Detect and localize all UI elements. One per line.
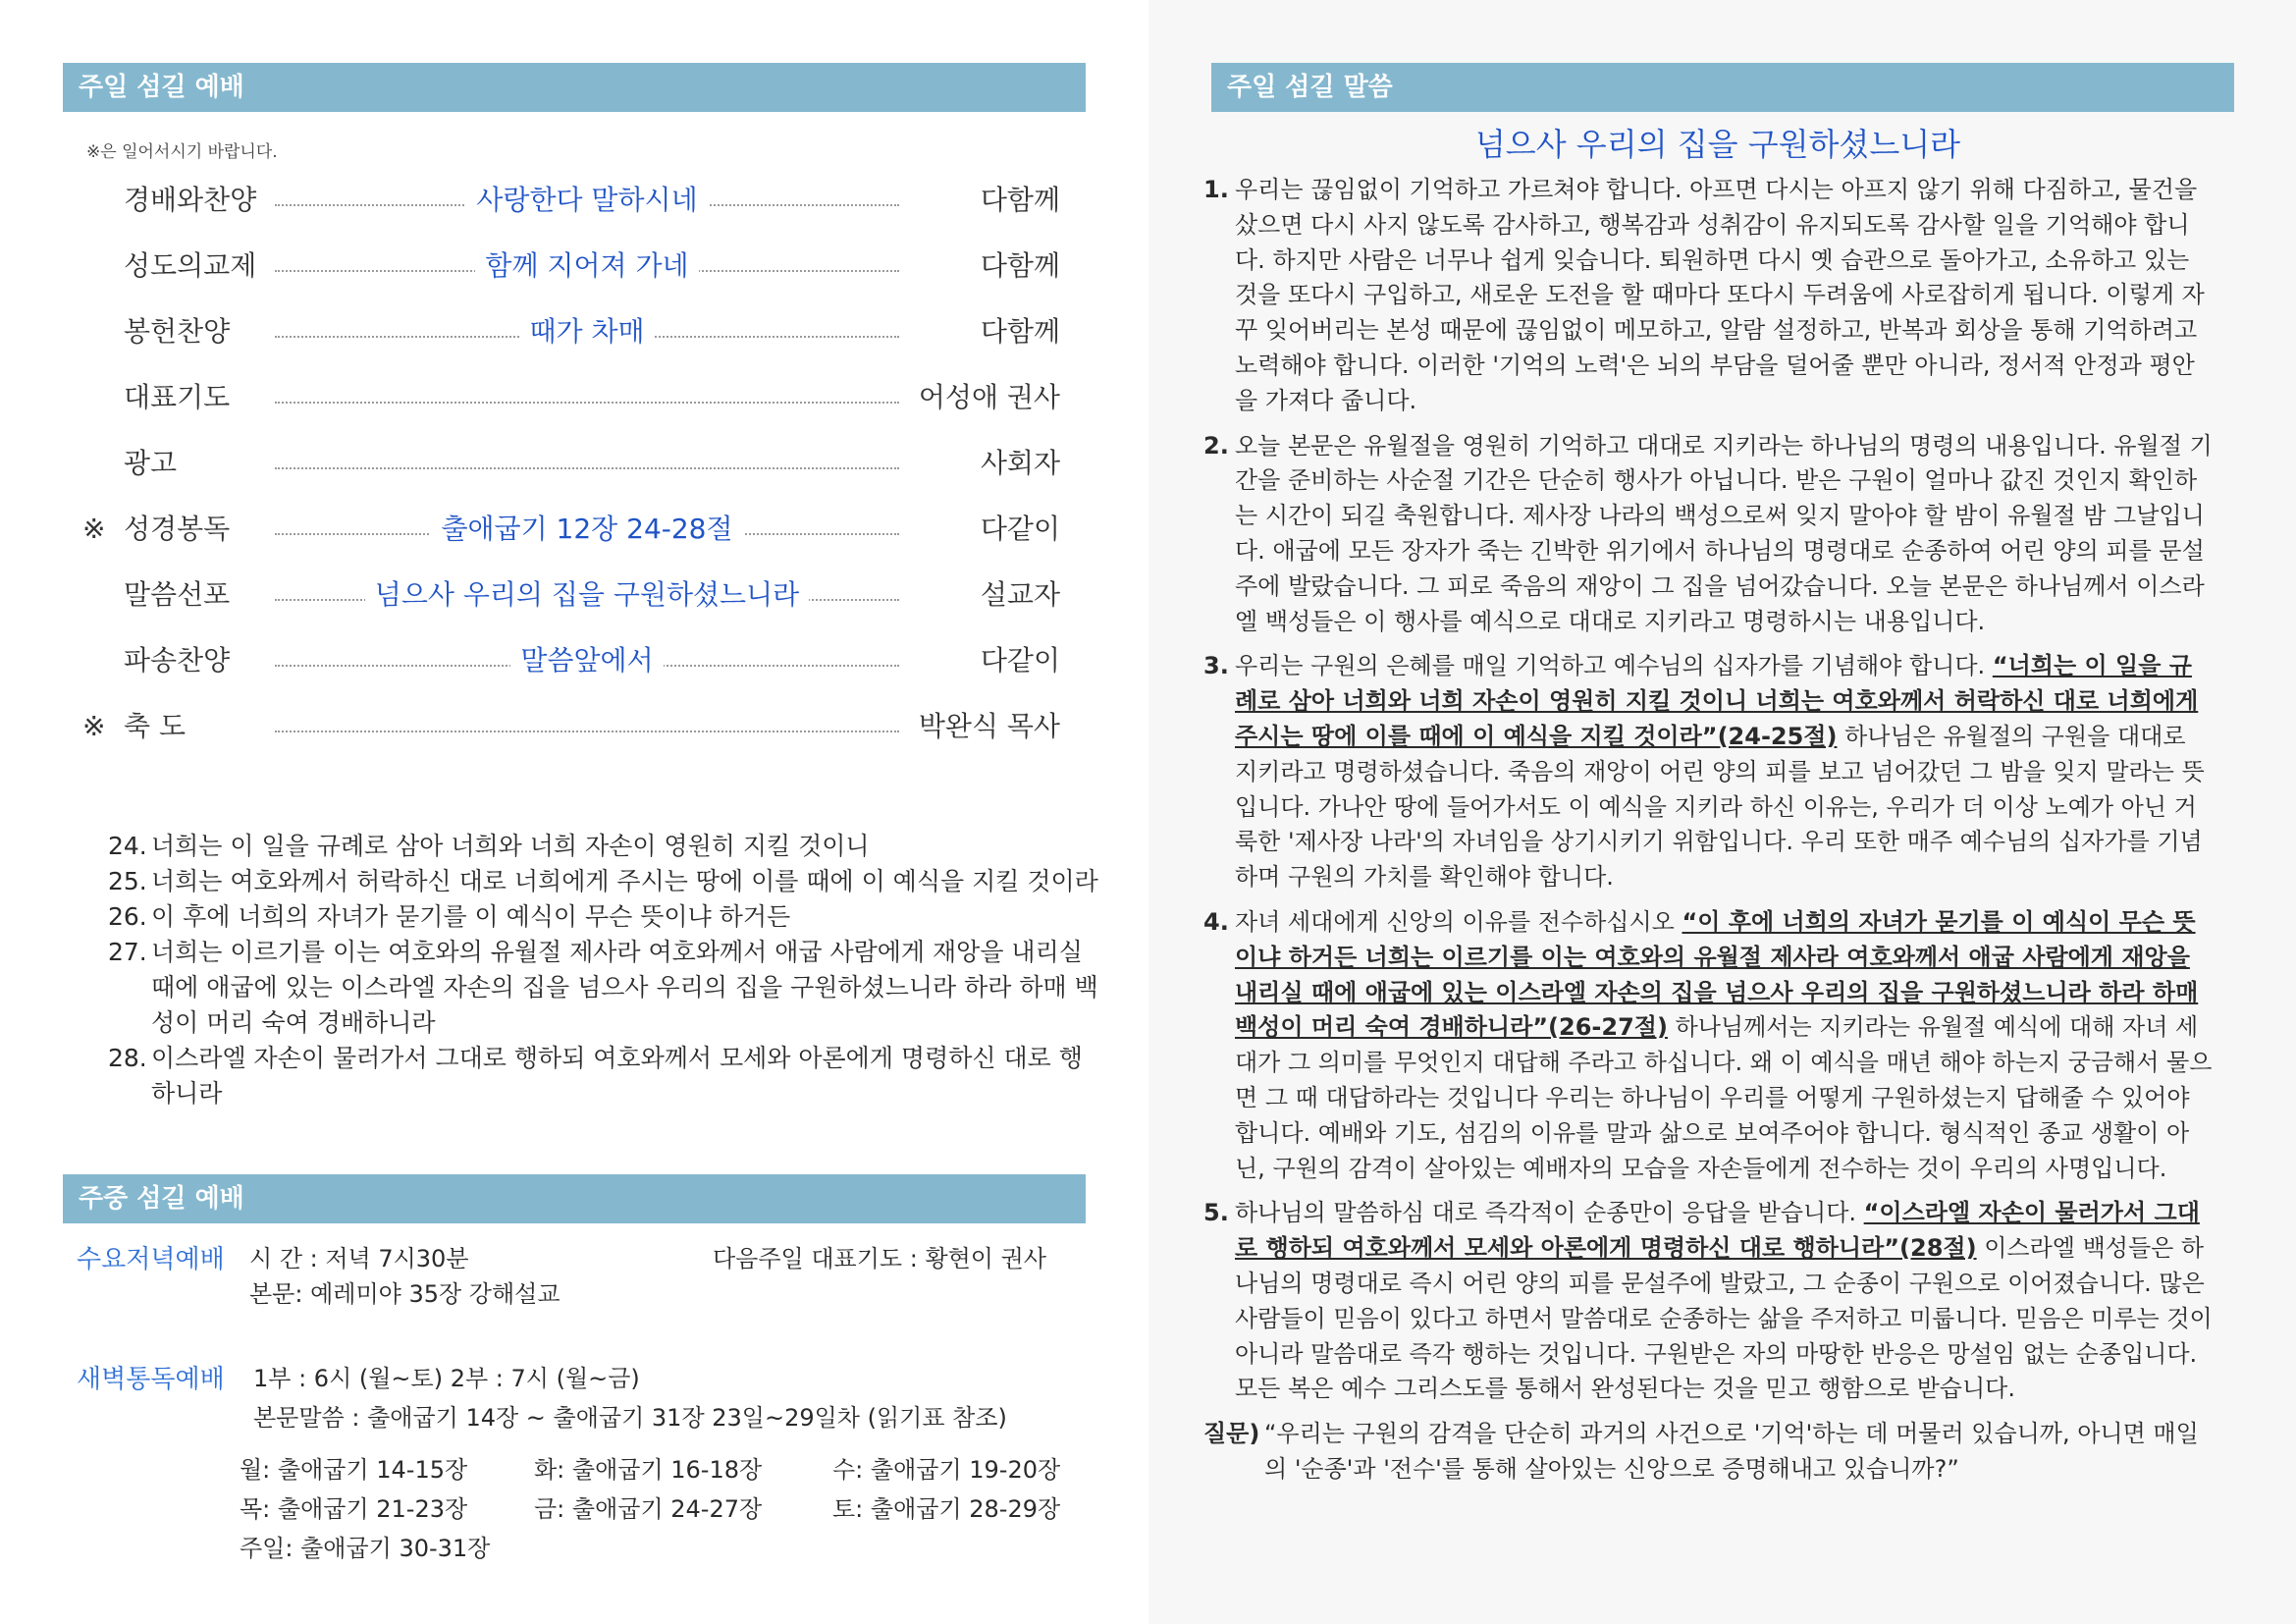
order-title-text: 함께 지어져 가네 <box>475 249 698 282</box>
scripture-quote: “너희는 이 일을 규례로 삼아 너희와 너희 자손이 영원히 지킬 것이니 너희는 여호와께서 허락하신 대로 너희에게 주시는 땅에 이를 때에 이 예식을 지킬 것이라”(24-25절) <box>1235 652 2199 750</box>
sunday-worship-header: 주일 섬길 예배 <box>63 63 1086 112</box>
verse-item <box>108 829 1099 864</box>
order-row <box>79 707 1060 746</box>
verse-number: 28. <box>108 1044 147 1072</box>
order-role: 다같이 <box>980 644 1060 677</box>
weekday-worship-header: 주중 섬길 예배 <box>63 1174 1086 1223</box>
order-label: 축 도 <box>124 710 186 742</box>
schedule-day: 월: 출애굽기 14-15장 <box>240 1456 468 1484</box>
order-title-text: 때가 차매 <box>519 315 654 348</box>
schedule-day: 금: 출애굽기 24-27장 <box>534 1495 763 1523</box>
order-row <box>79 444 1060 483</box>
point-text <box>1235 649 2215 895</box>
wednesday-time: 시 간 : 저녁 7시30분 <box>249 1245 469 1272</box>
sermon-point <box>1203 1196 2215 1407</box>
point-body: 우리는 끊임없이 기억하고 가르쳐야 합니다. 아프면 다시는 아프지 않기 위해 다짐하고, 물건을 샀으면 다시 사지 않도록 감사하고, 행복감과 성취감이 유지되도록 감사할 일을 기억해야 합니다. 하지만 사람은 너무나 쉽게 잊습니다. 퇴원하면 다시 옛 습관으로 돌아가고, 소유하고 있는 것을 또다시 구입하고, 새로운 도전을 할 때마다 또다시 두려움에 사로잡히게 됩니다. 이렇게 자꾸 잊어버리는 본성 때문에 끊임없이 메모하고, 알람 설정하고, 반복과 회상을 통해 기억하려고 노력해야 합니다. 이러한 '기억의 노력'은 뇌의 부담을 덜어줄 뿐만 아니라, 정서적 안정과 평안을 가져다 줍니다. <box>1235 176 2205 414</box>
order-title-text: 출애굽기 12장 24-28절 <box>431 513 742 545</box>
point-body: 오늘 본문은 유월절을 영원히 기억하고 대대로 지키라는 하나님의 명령의 내용입니다. 유월절 기간을 준비하는 사순절 기간은 단순히 행사가 아닙니다. 받은 구원이 얼마나 값진 것인지 확인하는 시간이 되길 축원합니다. 제사장 나라의 백성으로써 잊지 말아야 할 밤이 유월절 밤 그날입니다. 애굽에 모든 장자가 죽는 긴박한 위기에서 하나님의 명령대로 순종하여 어린 양의 피를 문설주에 발랐습니다. 그 피로 죽음의 재앙이 그 집을 넘어갔습니다. 오늘 본문은 하나님께서 이스라엘 백성들은 이 행사를 예식으로 대대로 지키라고 명령하시는 내용입니다. <box>1235 431 2213 635</box>
schedule-day: 토: 출애굽기 28-29장 <box>832 1495 1061 1523</box>
order-role: 박완식 목사 <box>918 710 1060 742</box>
dotted-leader <box>275 731 899 732</box>
order-label: 경배와찬양 <box>124 184 257 216</box>
sermon-title: 넘으사 우리의 집을 구원하셨느니라 <box>1474 126 1961 163</box>
order-title <box>275 246 899 286</box>
dotted-leader <box>275 402 899 404</box>
verse-text: 이스라엘 자손이 물러가서 그대로 행하되 여호와께서 모세와 아론에게 명령하신 대로 행하니라 <box>151 1044 1083 1108</box>
schedule-day: 수: 출애굽기 19-20장 <box>832 1456 1061 1484</box>
dawn-times: 1부 : 6시 (월~토) 2부 : 7시 (월~금) <box>253 1365 640 1392</box>
point-body: 하나님께서는 지키라는 유월절 예식에 대해 자녀 세대가 그 의미를 무엇인지 대답해 주라고 하십니다. 왜 이 예식을 매년 해야 하는지 궁금해서 물으면 그 때 대답하라는 것입니다 우리는 하나님이 우리를 어떻게 구원하셨는지 답해줄 수 있어야 합니다. 예배와 기도, 섬김의 이유를 말과 삶으로 보여주어야 합니다. 형식적인 종교 생활이 아닌, 구원의 감격이 살아있는 예배자의 모습을 자손들에게 전수하는 것이 우리의 사명입니다. <box>1235 1013 2213 1182</box>
verse-number: 27. <box>108 938 147 966</box>
point-text <box>1235 173 2215 419</box>
scripture-quote: “이 후에 너희의 자녀가 묻기를 이 예식이 무슨 뜻이냐 하거든 너희는 이르기를 이는 여호와의 유월절 제사라 여호와께서 애굽 사람에게 재앙을 내리실 때에 애굽에 있는 이스라엘 자손의 집을 넘으사 우리의 집을 구원하셨느니라 하라 하매 백성이 머리 숙여 경배하니라”(26-27절) <box>1235 907 2199 1042</box>
schedule-day: 주일: 출애굽기 30-31장 <box>240 1535 491 1562</box>
schedule-day: 목: 출애굽기 21-23장 <box>240 1495 468 1523</box>
order-title <box>275 181 899 220</box>
order-label: 말씀선포 <box>124 578 231 611</box>
order-row <box>79 641 1060 680</box>
order-label: 광고 <box>124 447 178 479</box>
order-title <box>275 575 899 615</box>
point-number: 3. <box>1203 652 1229 680</box>
stand-mark: ※ <box>82 513 106 545</box>
sermon-point <box>1203 429 2215 640</box>
order-label: 파송찬양 <box>124 644 231 677</box>
point-body: 하나님의 말씀하심 대로 즉각적이 순종만이 응답을 받습니다. <box>1235 1199 1864 1227</box>
sermon-header: 주일 섬길 말씀 <box>1211 63 2234 112</box>
order-label: 대표기도 <box>124 381 231 413</box>
point-body: 하나님은 유월절의 구원을 대대로 지키라고 명령하셨습니다. 죽음의 재앙이 어린 양의 피를 보고 넘어갔던 그 밤을 잊지 말라는 뜻입니다. 가나안 땅에 들어가서도 이 예식을 지키라 하신 이유는, 우리가 더 이상 노예가 아닌 거룩한 '제사장 나라'의 자녀임을 상기시키기 위함입니다. 우리 또한 매주 예수님의 십자가를 기념하며 구원의 가치를 확인해야 합니다. <box>1235 722 2205 892</box>
order-row <box>79 378 1060 417</box>
point-body: 자녀 세대에게 신앙의 이유를 전수하십시오 <box>1235 907 1682 936</box>
order-row <box>79 246 1060 286</box>
verse-text: 너희는 이 일을 규례로 삼아 너희와 너희 자손이 영원히 지킬 것이니 <box>151 832 870 860</box>
order-role: 다함께 <box>980 249 1060 282</box>
order-role: 어성애 권사 <box>918 381 1060 413</box>
point-text <box>1235 429 2215 640</box>
order-label: 성도의교제 <box>124 249 257 282</box>
verse-text: 너희는 여호와께서 허락하신 대로 너희에게 주시는 땅에 이를 때에 이 예식을 지킬 것이라 <box>151 867 1098 895</box>
wednesday-text: 본문: 예레미야 35장 강해설교 <box>249 1280 561 1308</box>
order-row <box>79 510 1060 549</box>
verse-item <box>108 864 1099 899</box>
question-label: 질문) <box>1203 1420 1260 1448</box>
order-row <box>79 575 1060 615</box>
scripture-verses <box>108 829 1099 1111</box>
order-role: 사회자 <box>980 447 1060 479</box>
dawn-passage: 본문말씀 : 출애굽기 14장 ~ 출애굽기 31장 23일~29일차 (읽기표 참조) <box>253 1404 1007 1432</box>
order-role: 다같이 <box>980 513 1060 545</box>
order-row <box>79 312 1060 352</box>
wednesday-service-label: 수요저녁예배 <box>77 1245 225 1274</box>
discussion-question <box>1203 1417 2215 1488</box>
point-number: 2. <box>1203 431 1229 460</box>
next-prayer: 다음주일 대표기도 : 황현이 권사 <box>713 1245 1046 1272</box>
order-title <box>275 312 899 352</box>
order-row <box>79 181 1060 220</box>
schedule-day: 화: 출애굽기 16-18장 <box>534 1456 763 1484</box>
verse-text: 이 후에 너희의 자녀가 묻기를 이 예식이 무슨 뜻이냐 하거든 <box>151 902 791 931</box>
point-number: 4. <box>1203 907 1229 936</box>
point-text <box>1235 1196 2215 1407</box>
sermon-points <box>1203 173 2215 1497</box>
scripture-quote: “이스라엘 자손이 물러가서 그대로 행하되 여호와께서 모세와 아론에게 명령하신 대로 행하니라”(28절) <box>1235 1199 2200 1263</box>
dotted-leader <box>275 467 899 469</box>
order-role: 다함께 <box>980 315 1060 348</box>
verse-item <box>108 1041 1099 1111</box>
order-title-text: 넘으사 우리의 집을 구원하셨느니라 <box>365 578 809 611</box>
order-role: 설교자 <box>980 578 1060 611</box>
dawn-service-label: 새벽통독예배 <box>77 1365 225 1394</box>
sermon-point <box>1203 173 2215 419</box>
point-body: 우리는 구원의 은혜를 매일 기억하고 예수님의 십자가를 기념해야 합니다. <box>1235 652 1993 680</box>
question-text: “우리는 구원의 감격을 단순히 과거의 사건으로 '기억'하는 데 머물러 있습니까, 아니면 매일의 '순종'과 '전수'를 통해 살아있는 신앙으로 증명해내고 있습니까?” <box>1264 1420 2199 1483</box>
point-number: 1. <box>1203 176 1229 203</box>
order-title <box>275 510 899 549</box>
sermon-point <box>1203 905 2215 1186</box>
order-role: 다함께 <box>980 184 1060 216</box>
verse-number: 24. <box>108 832 147 860</box>
verse-item <box>108 935 1099 1041</box>
order-title <box>275 641 899 680</box>
order-label: 성경봉독 <box>124 513 231 545</box>
point-text <box>1235 905 2215 1186</box>
point-number: 5. <box>1203 1199 1229 1227</box>
verse-text: 너희는 이르기를 이는 여호와의 유월절 제사라 여호와께서 애굽 사람에게 재앙을 내리실 때에 애굽에 있는 이스라엘 자손의 집을 넘으사 우리의 집을 구원하셨느니라 하라 하매 백성이 머리 숙여 경배하니라 <box>151 938 1098 1037</box>
verse-number: 26. <box>108 902 147 931</box>
order-title-text: 말씀앞에서 <box>510 644 663 677</box>
stand-note: ※은 일어서시기 바랍니다. <box>86 142 278 162</box>
order-title-text: 사랑한다 말하시네 <box>466 184 707 216</box>
verse-item <box>108 899 1099 935</box>
verse-number: 25. <box>108 867 147 895</box>
stand-mark: ※ <box>82 710 106 742</box>
order-label: 봉헌찬양 <box>124 315 231 348</box>
point-body: 이스라엘 백성들은 하나님의 명령대로 즉시 어린 양의 피를 문설주에 발랐고, 그 순종이 구원으로 이어졌습니다. 많은 사람들이 믿음이 있다고 하면서 말씀대로 순종하는 삶을 주저하고 미룹니다. 믿음은 미루는 것이 아니라 말씀대로 즉각 행하는 것입니다. 구원받은 자의 마땅한 반응은 망설임 없는 순종입니다. 모든 복은 예수 그리스도를 통해서 완성된다는 것을 믿고 행함으로 받습니다. <box>1235 1234 2213 1403</box>
sermon-point <box>1203 649 2215 895</box>
